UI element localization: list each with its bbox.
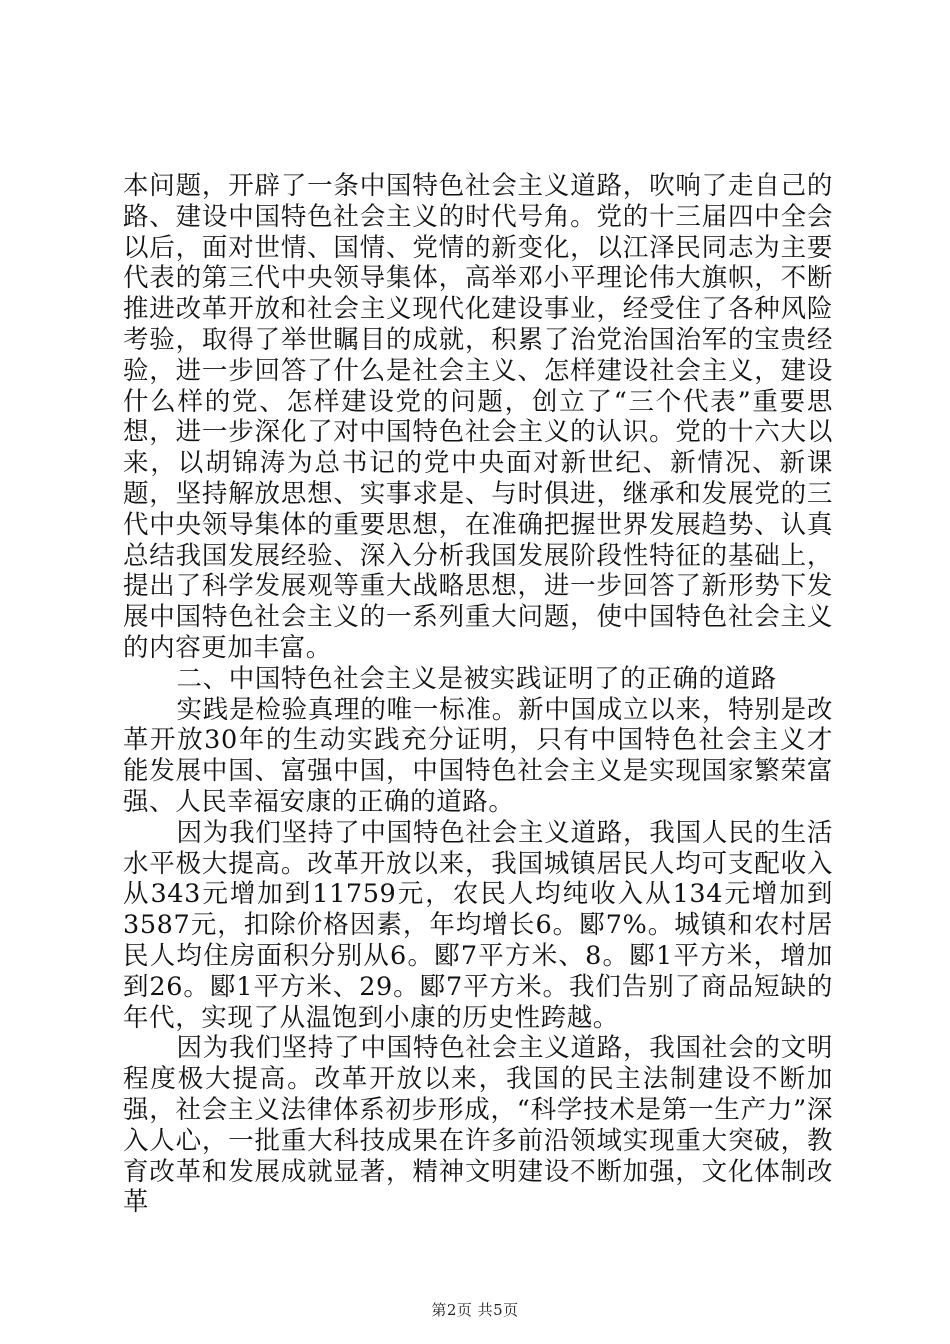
document-body (123, 171, 833, 1218)
paragraph-continuation: 本问题，开辟了一条中国特色社会主义道路，吹响了走自己的路、建设中国特色社会主义的时代号角。党的十三届四中全会以后，面对世情、国情、党情的新变化，以江泽民同志为主要代表的第三代中央领导集体，高举邓小平理论伟大旗帜，不断推进改革开放和社会主义现代化建设事业，经受住了各种风险考验，取得了举世瞩目的成就，积累了治党治国治军的宝贵经验，进一步回答了什么是社会主义、怎样建设社会主义，建设什么样的党、怎样建设党的问题，创立了“三个代表”重要思想，进一步深化了对中国特色社会主义的认识。党的十六大以来，以胡锦涛为总书记的党中央面对新世纪、新情况、新课题，坚持解放思想、实事求是、与时俱进，继承和发展党的三代中央领导集体的重要思想，在准确把握世界发展趋势、认真总结我国发展经验、深入分析我国发展阶段性特征的基础上，提出了科学发展观等重大战略思想，进一步回答了新形势下发展中国特色社会主义的一系列重大问题，使中国特色社会主义的内容更加丰富。 (123, 171, 833, 663)
page-number-footer: 第2页 共5页 (431, 1301, 519, 1319)
paragraph: 因为我们坚持了中国特色社会主义道路，我国人民的生活水平极大提高。改革开放以来，我国城镇居民人均可支配收入从343元增加到11759元，农民人均纯收入从134元增加到3587元，扣除价格因素，年均增长6。郾7%。城镇和农村居民人均住房面积分别从6。郾7平方米、8。郾1平方米，增加到26。郾1平方米、29。郾7平方米。我们告别了商品短缺的年代，实现了从温饱到小康的历史性跨越。 (123, 817, 833, 1033)
paragraph: 实践是检验真理的唯一标准。新中国成立以来，特别是改革开放30年的生动实践充分证明，只有中国特色社会主义才能发展中国、富强中国，中国特色社会主义是实现国家繁荣富强、人民幸福安康的正确的道路。 (123, 694, 833, 817)
section-heading: 二、中国特色社会主义是被实践证明了的正确的道路 (176, 663, 777, 694)
paragraph: 因为我们坚持了中国特色社会主义道路，我国社会的文明程度极大提高。改革开放以来，我国的民主法制建设不断加强，社会主义法律体系初步形成，“科学技术是第一生产力”深入人心，一批重大科技成果在许多前沿领域实现重大突破，教育改革和发展成就显著，精神文明建设不断加强，文化体制改革 (123, 1033, 833, 1218)
